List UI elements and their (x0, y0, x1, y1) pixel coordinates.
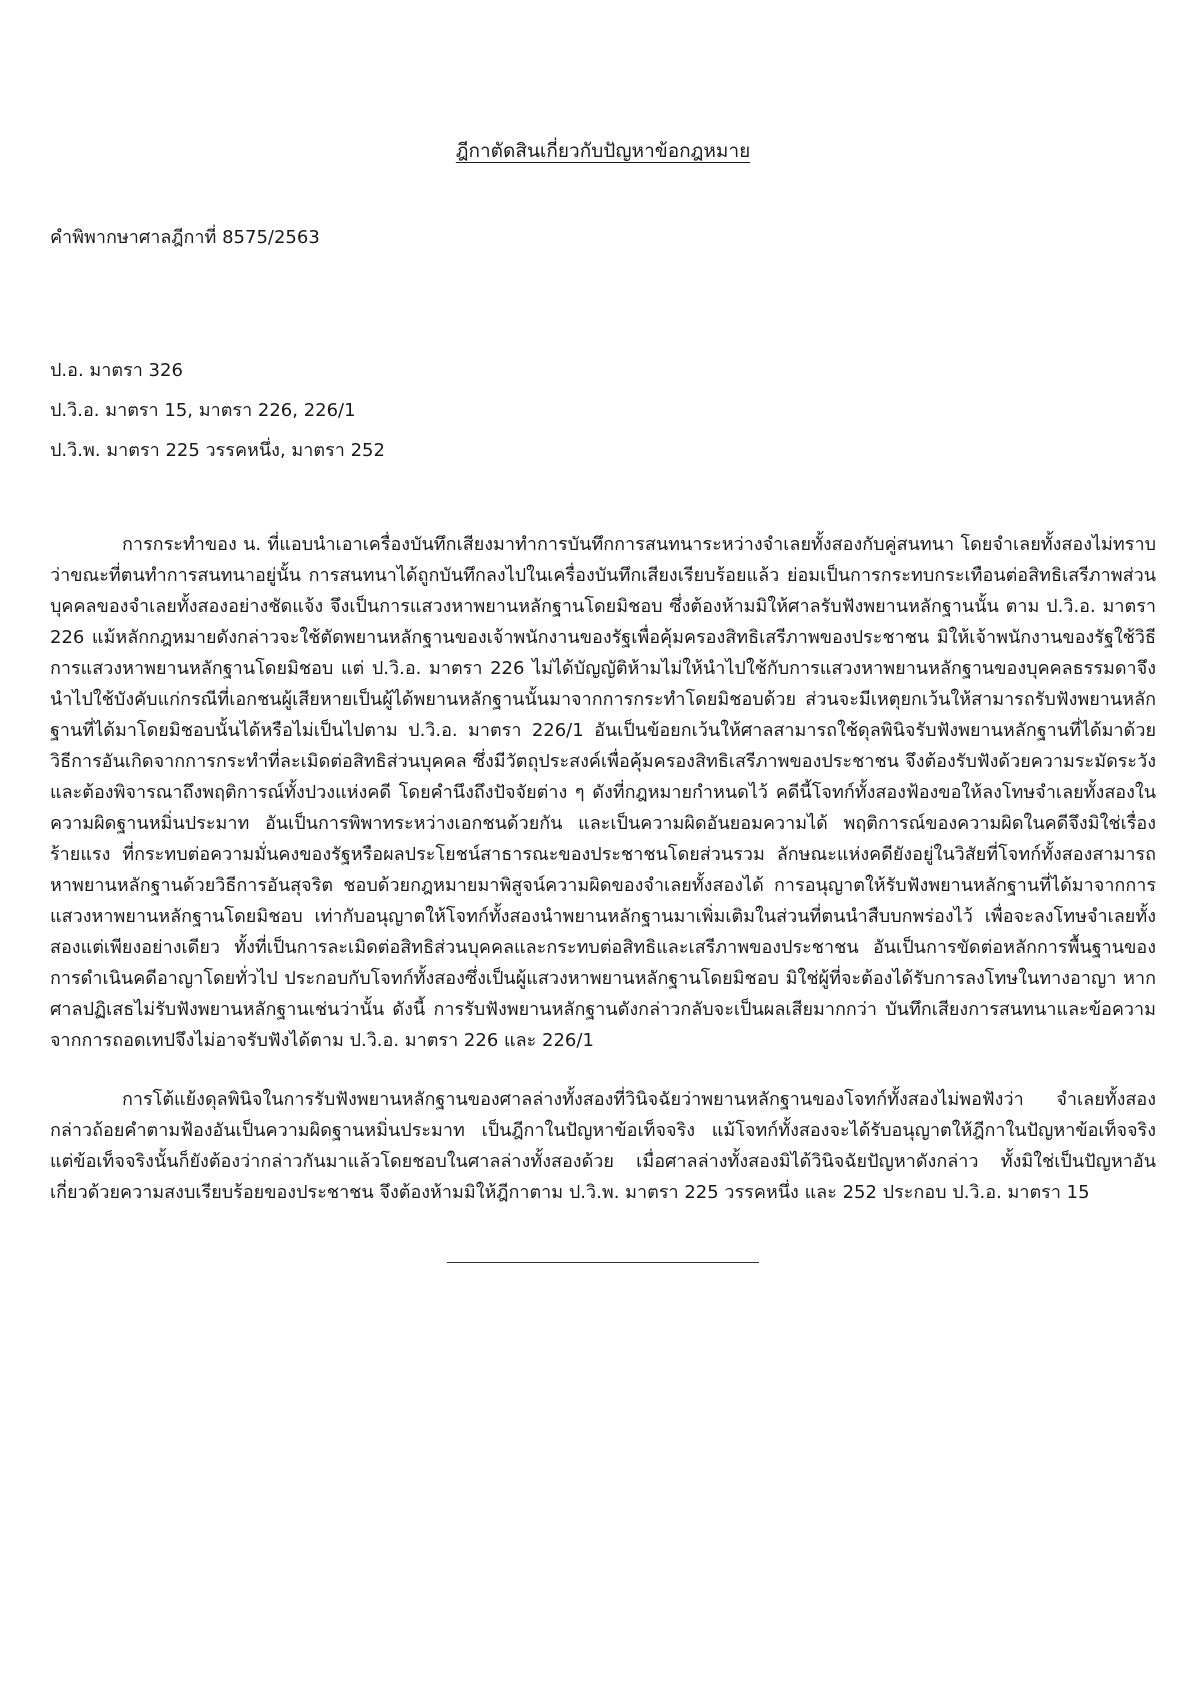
statute-item: ป.อ. มาตรา 326 (50, 360, 183, 381)
document-title: ฎีกาตัดสินเกี่ยวกับปัญหาข้อกฎหมาย (455, 140, 751, 162)
end-divider (447, 1262, 759, 1263)
statute-item: ป.วิ.อ. มาตรา 15, มาตรา 226, 226/1 (50, 400, 356, 421)
case-number: คำพิพากษาศาลฎีกาที่ 8575/2563 (50, 227, 320, 248)
ruling-paragraph: การโต้แย้งดุลพินิจในการรับฟังพยานหลักฐานของศาลล่างทั้งสองที่วินิจฉัยว่าพยานหลักฐานของโจทก์ทั้งสองไม่พอฟังว่า จำเลยทั้งสองกล่าวถ้อยคำตามฟ้องอันเป็นความผิดฐานหมิ่นประมาท เป็นฎีกาในปัญหาข้อเท็จจริง แม้โจทก์ทั้งสองจะได้รับอนุญาตให้ฎีกาในปัญหาข้อเท็จจริง แต่ข้อเท็จจริงนั้นก็ยังต้องว่ากล่าวกันมาแล้วโดยชอบในศาลล่างทั้งสองด้วย เมื่อศาลล่างทั้งสองมิได้วินิจฉัยปัญหาดังกล่าว ทั้งมิใช่เป็นปัญหาอันเกี่ยวด้วยความสงบเรียบร้อยของประชาชน จึงต้องห้ามมิให้ฎีกาตาม ป.วิ.พ. มาตรา 225 วรรคหนึ่ง และ 252 ประกอบ ป.วิ.อ. มาตรา 15 (50, 1089, 1156, 1203)
ruling-paragraph: การกระทำของ น. ที่แอบนำเอาเครื่องบันทึกเสียงมาทำการบันทึกการสนทนาระหว่างจำเลยทั้งสองกับคู่สนทนา โดยจำเลยทั้งสองไม่ทราบว่าขณะที่ตนทำการสนทนาอยู่นั้น การสนทนาได้ถูกบันทึกลงไปในเครื่องบันทึกเสียงเรียบร้อยแล้ว ย่อมเป็นการกระทบกระเทือนต่อสิทธิเสรีภาพส่วนบุคคลของจำเลยทั้งสองอย่างชัดแจ้ง จึงเป็นการแสวงหาพยานหลักฐานโดยมิชอบ ซึ่งต้องห้ามมิให้ศาลรับฟังพยานหลักฐานนั้น ตาม ป.วิ.อ. มาตรา 226 แม้หลักกฎหมายดังกล่าวจะใช้ตัดพยานหลักฐานของเจ้าพนักงานของรัฐเพื่อคุ้มครองสิทธิเสรีภาพของประชาชน มิให้เจ้าพนักงานของรัฐใช้วิธีการแสวงหาพยานหลักฐานโดยมิชอบ แต่ ป.วิ.อ. มาตรา 226 ไม่ได้บัญญัติห้ามไม่ให้นำไปใช้กับการแสวงหาพยานหลักฐานของบุคคลธรรมดาจึงนำไปใช้บังคับแก่กรณีที่เอกชนผู้เสียหายเป็นผู้ได้พยานหลักฐานนั้นมาจากการกระทำโดยมิชอบด้วย ส่วนจะมีเหตุยกเว้นให้สามารถรับฟังพยานหลักฐานที่ได้มาโดยมิชอบนั้นได้หรือไม่เป็นไปตาม ป.วิ.อ. มาตรา 226/1 อันเป็นข้อยกเว้นให้ศาลสามารถใช้ดุลพินิจรับฟังพยานหลักฐานที่ได้มาด้วยวิธีการอันเกิดจากการกระทำที่ละเมิดต่อสิทธิส่วนบุคคล ซึ่งมีวัตถุประสงค์เพื่อคุ้มครองสิทธิเสรีภาพของประชาชน จึงต้องรับฟังด้วยความระมัดระวัง และต้องพิจารณาถึงพฤติการณ์ทั้งปวงแห่งคดี โดยคำนึงถึงปัจจัยต่าง ๆ ดังที่กฎหมายกำหนดไว้ คดีนี้โจทก์ทั้งสองฟ้องขอให้ลงโทษจำเลยทั้งสองในความผิดฐานหมิ่นประมาท อันเป็นการพิพาทระหว่างเอกชนด้วยกัน และเป็นความผิดอันยอมความได้ พฤติการณ์ของความผิดในคดีจึงมิใช่เรื่องร้ายแรง ที่กระทบต่อความมั่นคงของรัฐหรือผลประโยชน์สาธารณะของประชาชนโดยส่วนรวม ลักษณะแห่งคดียังอยู่ในวิสัยที่โจทก์ทั้งสองสามารถหาพยานหลักฐานด้วยวิธีการอันสุจริต ชอบด้วยกฎหมายมาพิสูจน์ความผิดของจำเลยทั้งสองได้ การอนุญาตให้รับฟังพยานหลักฐานที่ได้มาจากการแสวงหาพยานหลักฐานโดยมิชอบ เท่ากับอนุญาตให้โจทก์ทั้งสองนำพยานหลักฐานมาเพิ่มเติมในส่วนที่ตนนำสืบบกพร่องไว้ เพื่อจะลงโทษจำเลยทั้งสองแต่เพียงอย่างเดียว ทั้งที่เป็นการละเมิดต่อสิทธิส่วนบุคคลและกระทบต่อสิทธิและเสรีภาพของประชาชน อันเป็นการขัดต่อหลักการพื้นฐานของการดำเนินคดีอาญาโดยทั่วไป ประกอบกับโจทก์ทั้งสองซึ่งเป็นผู้แสวงหาพยานหลักฐานโดยมิชอบ มิใช่ผู้ที่จะต้องได้รับการลงโทษในทางอาญา หากศาลปฏิเสธไม่รับฟังพยานหลักฐานเช่นว่านั้น ดังนี้ การรับฟังพยานหลักฐานดังกล่าวกลับจะเป็นผลเสียมากกว่า บันทึกเสียงการสนทนาและข้อความจากการถอดเทปจึงไม่อาจรับฟังได้ตาม ป.วิ.อ. มาตรา 226 และ 226/1 (50, 534, 1156, 1051)
statute-item: ป.วิ.พ. มาตรา 225 วรรคหนึ่ง, มาตรา 252 (50, 440, 385, 461)
statute-list (50, 351, 1156, 471)
